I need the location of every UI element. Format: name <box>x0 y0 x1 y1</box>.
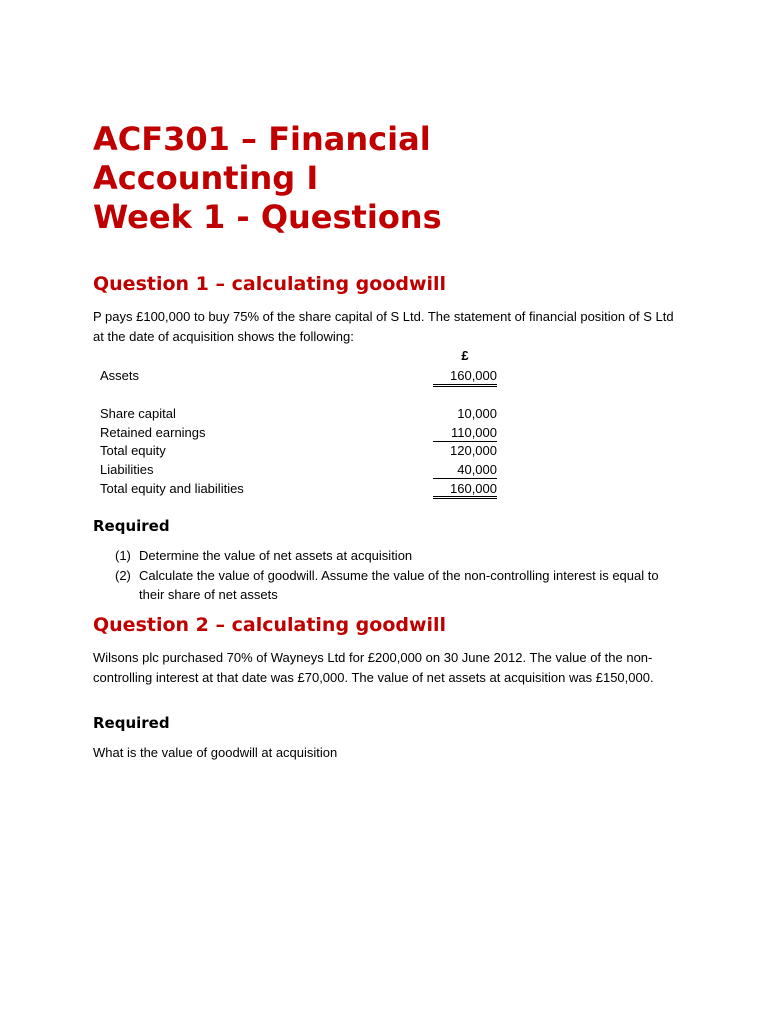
title-line-3: Week 1 - Questions <box>93 198 442 236</box>
question-1-required-heading: Required <box>93 517 170 535</box>
row-value: 40,000 <box>457 462 497 477</box>
document-title <box>93 120 442 237</box>
row-value: 110,000 <box>450 425 497 440</box>
question-2-required-heading: Required <box>93 714 170 732</box>
row-label: Retained earnings <box>100 425 206 440</box>
title-line-1: ACF301 – Financial <box>93 120 431 158</box>
table-row <box>93 404 513 423</box>
table-row <box>93 423 513 442</box>
row-value: 120,000 <box>450 443 497 458</box>
table-row <box>93 441 513 460</box>
table-row <box>93 366 513 385</box>
question-1-heading: Question 1 – calculating goodwill <box>93 273 447 295</box>
double-underline <box>433 384 497 387</box>
row-label: Total equity and liabilities <box>100 481 244 496</box>
question-2-heading: Question 2 – calculating goodwill <box>93 614 447 636</box>
table-header-row <box>93 346 513 365</box>
row-label: Share capital <box>100 406 176 421</box>
table-row <box>93 460 513 479</box>
list-number: (1) <box>115 548 131 563</box>
currency-header: £ <box>461 348 469 363</box>
question-1-required-list <box>93 546 683 605</box>
question-2-intro: Wilsons plc purchased 70% of Wayneys Ltd for £200,000 on 30 June 2012. The value of the non-controlling interest at that date was £70,000. The value of net assets at acquisition was £150,000. <box>93 650 654 685</box>
double-underline <box>433 496 497 499</box>
title-line-2: Accounting I <box>93 159 319 197</box>
question-2-question: What is the value of goodwill at acquisition <box>93 745 338 760</box>
row-value: 160,000 <box>450 368 497 383</box>
list-text: Determine the value of net assets at acquisition <box>139 548 413 563</box>
row-value: 10,000 <box>457 406 497 421</box>
list-item <box>93 546 683 566</box>
row-label: Assets <box>100 368 140 383</box>
row-value: 160,000 <box>450 481 497 496</box>
row-label: Total equity <box>100 443 166 458</box>
list-text: Calculate the value of goodwill. Assume the value of the non-controlling interest is equal to their share of net assets <box>139 567 659 602</box>
list-number: (2) <box>115 567 131 583</box>
row-label: Liabilities <box>100 462 154 477</box>
question-1-intro: P pays £100,000 to buy 75% of the share capital of S Ltd. The statement of financial position of S Ltd at the date of acquisition shows the following: <box>93 309 674 344</box>
list-item <box>93 566 683 605</box>
